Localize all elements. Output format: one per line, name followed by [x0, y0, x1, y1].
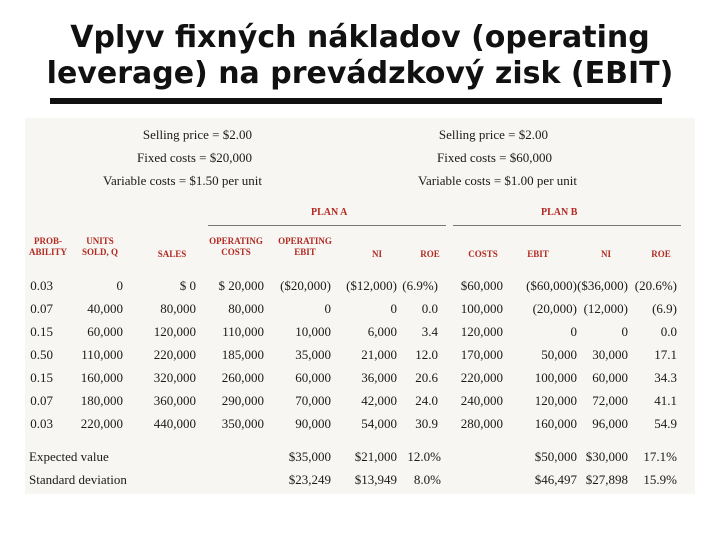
- table-cell: 41.1: [654, 393, 677, 408]
- table-cell: 180,000: [80, 393, 123, 408]
- table-cell: (6.9): [652, 301, 677, 316]
- column-header: PROB- ABILITY: [28, 236, 67, 257]
- leverage-table-image: [25, 118, 695, 494]
- title-underline: [50, 98, 662, 104]
- summary-cell: 15.9%: [643, 472, 677, 487]
- summary-cell: $21,000: [354, 449, 397, 464]
- summary-cell: 17.1%: [643, 449, 677, 464]
- table-cell: 80,000: [160, 301, 196, 316]
- plan-a-fixed-costs: Fixed costs = $20,000: [137, 150, 252, 165]
- table-cell: 54,000: [361, 416, 397, 431]
- table-cell: 30.9: [415, 416, 438, 431]
- table-cell: 50,000: [541, 347, 577, 362]
- summary-cell: $50,000: [534, 449, 577, 464]
- column-header: UNITS SOLD, Q: [81, 236, 118, 257]
- table-cell: 60,000: [87, 324, 123, 339]
- table-cell: 0.15: [30, 324, 53, 339]
- summary-cell: $46,497: [534, 472, 577, 487]
- table-cell: 220,000: [460, 370, 503, 385]
- column-header: NI: [600, 249, 611, 259]
- summary-cell: 12.0%: [407, 449, 441, 464]
- column-header: ROE: [420, 249, 440, 259]
- table-cell: 30,000: [592, 347, 628, 362]
- table-cell: 0.0: [660, 324, 677, 339]
- table-cell: $60,000: [460, 278, 503, 293]
- table-cell: 320,000: [153, 370, 196, 385]
- table-cell: 260,000: [221, 370, 264, 385]
- table-cell: 96,000: [592, 416, 628, 431]
- table-cell: 100,000: [534, 370, 577, 385]
- summary-cell: $27,898: [585, 472, 628, 487]
- column-header: EBIT: [527, 249, 549, 259]
- table-cell: 0: [570, 324, 577, 339]
- table-cell: 34.3: [654, 370, 677, 385]
- table-cell: 350,000: [221, 416, 264, 431]
- table-cell: 10,000: [295, 324, 331, 339]
- summary-label: Standard deviation: [29, 472, 127, 487]
- table-cell: ($20,000): [280, 278, 331, 293]
- table-cell: 21,000: [361, 347, 397, 362]
- table-cell: 17.1: [654, 347, 677, 362]
- table-cell: 0: [324, 301, 331, 316]
- summary-cell: 8.0%: [413, 472, 441, 487]
- plan-b-label: PLAN B: [541, 207, 578, 218]
- table-cell: 90,000: [295, 416, 331, 431]
- table-cell: 185,000: [221, 347, 264, 362]
- summary-cell: $23,249: [288, 472, 331, 487]
- table-cell: 360,000: [153, 393, 196, 408]
- table-cell: 120,000: [534, 393, 577, 408]
- column-header: COSTS: [468, 249, 498, 259]
- table-cell: 24.0: [415, 393, 438, 408]
- table-cell: 110,000: [81, 347, 123, 362]
- plan-b-fixed-costs: Fixed costs = $60,000: [437, 150, 552, 165]
- table-cell: 0.03: [30, 278, 53, 293]
- column-header: OPERATING EBIT: [278, 236, 332, 257]
- column-header: ROE: [651, 249, 671, 259]
- table-cell: (20,000): [532, 301, 577, 316]
- table-cell: ($12,000): [346, 278, 397, 293]
- table-cell: 60,000: [295, 370, 331, 385]
- plan-b-rule: [453, 225, 681, 226]
- plan-a-label: PLAN A: [311, 207, 348, 218]
- table-cell: 40,000: [87, 301, 123, 316]
- table-cell: 290,000: [221, 393, 264, 408]
- title-line-1: Vplyv fixných nákladov (operating: [70, 20, 650, 55]
- summary-cell: $13,949: [354, 472, 397, 487]
- table-cell: 72,000: [592, 393, 628, 408]
- column-header: SALES: [157, 249, 187, 259]
- table-cell: ($60,000): [526, 278, 577, 293]
- table-cell: $ 20,000: [218, 278, 264, 293]
- summary-cell: $35,000: [288, 449, 331, 464]
- table-cell: 440,000: [153, 416, 196, 431]
- table-cell: 160,000: [80, 370, 123, 385]
- table-cell: 220,000: [80, 416, 123, 431]
- table-cell: 280,000: [460, 416, 503, 431]
- plan-b-selling-price: Selling price = $2.00: [438, 127, 548, 142]
- table-cell: 240,000: [460, 393, 503, 408]
- table-cell: 0: [390, 301, 397, 316]
- table-cell: 110,000: [222, 324, 264, 339]
- table-cell: (12,000): [583, 301, 628, 316]
- table-cell: 60,000: [592, 370, 628, 385]
- table-cell: 0.0: [421, 301, 438, 316]
- title-line-2: leverage) na prevádzkový zisk (EBIT): [46, 56, 674, 91]
- table-cell: ($36,000): [577, 278, 628, 293]
- plan-a-variable-costs: Variable costs = $1.50 per unit: [103, 173, 262, 188]
- table-cell: 120,000: [153, 324, 196, 339]
- table-cell: 0: [621, 324, 628, 339]
- column-header: OPERATING COSTS: [209, 236, 263, 257]
- table-cell: 3.4: [421, 324, 438, 339]
- plan-a-rule: [208, 225, 446, 226]
- slide-title: [0, 20, 720, 92]
- table-cell: 160,000: [534, 416, 577, 431]
- table-cell: 0.07: [30, 301, 53, 316]
- summary-cell: $30,000: [585, 449, 628, 464]
- table-cell: 12.0: [415, 347, 438, 362]
- column-header: NI: [371, 249, 382, 259]
- table-cell: (20.6%): [634, 278, 677, 293]
- table-cell: 220,000: [153, 347, 196, 362]
- table-cell: 0.07: [30, 393, 53, 408]
- table-cell: 70,000: [295, 393, 331, 408]
- table-cell: (6.9%): [402, 278, 438, 293]
- table-cell: 6,000: [367, 324, 397, 339]
- table-cell: 0.15: [30, 370, 53, 385]
- table-cell: 0.03: [30, 416, 53, 431]
- table-cell: 20.6: [415, 370, 438, 385]
- table-cell: 42,000: [361, 393, 397, 408]
- table-cell: 100,000: [460, 301, 503, 316]
- table-cell: 0: [116, 278, 123, 293]
- table-cell: 170,000: [460, 347, 503, 362]
- plan-a-selling-price: Selling price = $2.00: [142, 127, 252, 142]
- table-cell: 36,000: [361, 370, 397, 385]
- table-cell: 0.50: [30, 347, 53, 362]
- table-cell: 120,000: [460, 324, 503, 339]
- summary-label: Expected value: [29, 449, 109, 464]
- table-cell: 35,000: [295, 347, 331, 362]
- table-cell: 54.9: [654, 416, 677, 431]
- table-cell: $ 0: [179, 278, 196, 293]
- table-cell: 80,000: [228, 301, 264, 316]
- plan-b-variable-costs: Variable costs = $1.00 per unit: [418, 173, 577, 188]
